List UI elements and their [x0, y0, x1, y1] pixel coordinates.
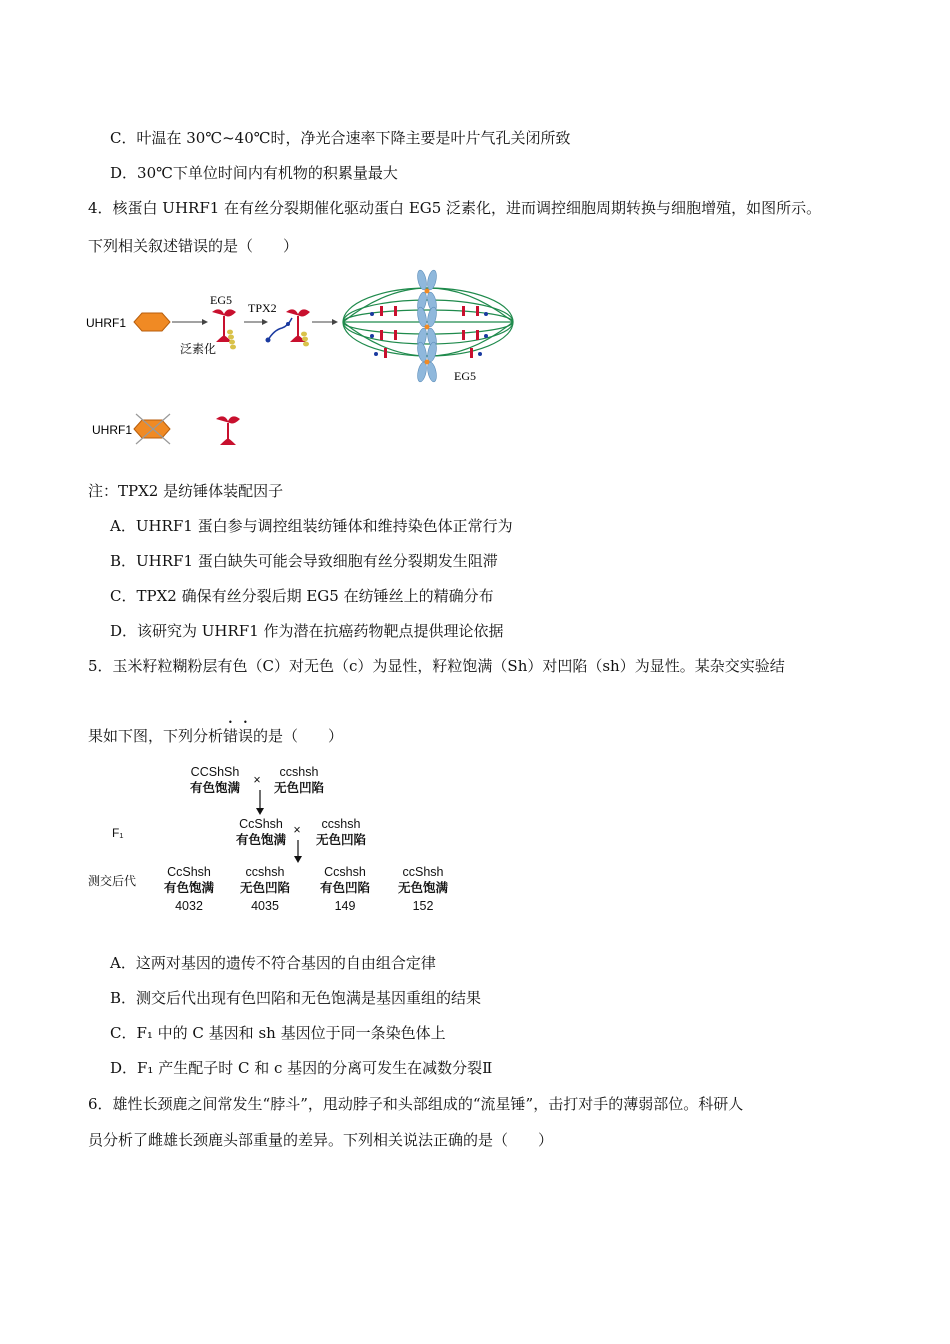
q5-option-b: B．测交后代出现有色凹陷和无色饱满是基因重组的结果 — [110, 989, 482, 1007]
offspring-count: 152 — [412, 899, 434, 913]
tester-phenotype: 无色凹陷 — [315, 833, 366, 847]
q4-option-d: D．该研究为 UHRF1 作为潜在抗癌药物靶点提供理论依据 — [110, 622, 504, 640]
q6-stem-line2: 员分析了雌雄长颈鹿头部重量的差异。下列相关说法正确的是（ ） — [88, 1131, 554, 1149]
offspring-genotype: ccshsh — [245, 865, 285, 879]
offspring-phenotype: 无色凹陷 — [239, 881, 290, 895]
emphasis-text: 错误 — [223, 727, 254, 745]
ubiquitination-label: 泛素化 — [180, 342, 217, 356]
q3-option-c: C．叶温在 30℃~40℃时，净光合速率下降主要是叶片气孔关闭所致 — [110, 129, 571, 147]
spindle-eg5-label: EG5 — [454, 369, 476, 383]
p1-genotype: CCShSh — [190, 765, 240, 779]
q5-option-c: C．F₁ 中的 C 基因和 sh 基因位于同一条染色体上 — [110, 1024, 446, 1042]
uhrf1-mechanism-diagram — [84, 262, 544, 462]
uhrf1-label: UHRF1 — [86, 316, 127, 330]
offspring-phenotype: 有色饱满 — [163, 881, 214, 895]
q5-stem-line1: 5．玉米籽粒糊粉层有色（C）对无色（c）为显性，籽粒饱满（Sh）对凹陷（sh）为显性。某杂交实验结 — [88, 657, 785, 675]
q5-stem-line2: 果如下图，下列分析错误的是（ ） — [88, 727, 344, 745]
offspring-count: 149 — [334, 899, 356, 913]
offspring-genotype: ccShsh — [402, 865, 444, 879]
testcross-sign: × — [293, 823, 301, 837]
q5-option-a: A．这两对基因的遗传不符合基因的自由组合定律 — [110, 954, 436, 972]
f1-phenotype: 有色饱满 — [235, 833, 286, 847]
q3-option-d: D．30℃下单位时间内有机物的积累量最大 — [110, 164, 398, 182]
tester-genotype: ccshsh — [321, 817, 361, 831]
p2-phenotype: 无色凹陷 — [273, 781, 324, 795]
f1-label: F₁ — [112, 826, 124, 840]
q4-option-b: B．UHRF1 蛋白缺失可能会导致细胞有丝分裂期发生阻滞 — [110, 552, 498, 570]
offspring-genotype: CcShsh — [167, 865, 211, 879]
q4-option-c: C．TPX2 确保有丝分裂后期 EG5 在纺锤丝上的精确分布 — [110, 587, 494, 605]
eg5-unmodified-icon — [216, 416, 240, 445]
testcross-diagram — [84, 760, 474, 920]
q4-stem-line1: 4．核蛋白 UHRF1 在有丝分裂期催化驱动蛋白 EG5 泛素化，进而调控细胞周期转换与细胞增殖，如图所示。 — [88, 199, 822, 217]
cross-sign: × — [253, 773, 261, 787]
uhrf1-protein-icon — [134, 313, 170, 331]
offspring-phenotype: 无色饱满 — [397, 881, 448, 895]
uhrf1-mechanism-figure — [84, 262, 544, 462]
q4-note: 注：TPX2 是纺锤体装配因子 — [88, 482, 284, 500]
uhrf1-deleted-icon — [134, 420, 170, 438]
q4-option-a: A．UHRF1 蛋白参与调控组装纺锤体和维持染色体正常行为 — [110, 517, 513, 535]
p1-phenotype: 有色饱满 — [189, 781, 240, 795]
p2-genotype: ccshsh — [279, 765, 319, 779]
uhrf1-deleted-label: UHRF1 — [92, 423, 133, 437]
tpx2-label: TPX2 — [248, 301, 277, 315]
offspring-phenotype: 有色凹陷 — [319, 881, 370, 895]
eg5-label: EG5 — [210, 293, 232, 307]
q6-stem-line1: 6．雄性长颈鹿之间常发生“脖斗”，甩动脖子和头部组成的“流星锤”，击打对手的薄弱部位。科研人 — [88, 1095, 744, 1113]
q5-option-d: D．F₁ 产生配子时 C 和 c 基因的分离可发生在减数分裂Ⅱ — [110, 1059, 493, 1077]
offspring-count: 4035 — [251, 899, 279, 913]
offspring-genotype: Ccshsh — [324, 865, 366, 879]
offspring-count: 4032 — [175, 899, 203, 913]
q4-stem-line2: 下列相关叙述错误的是（ ） — [88, 237, 299, 255]
testcross-offspring-label: 测交后代 — [88, 874, 137, 888]
f1-genotype: CcShsh — [239, 817, 283, 831]
